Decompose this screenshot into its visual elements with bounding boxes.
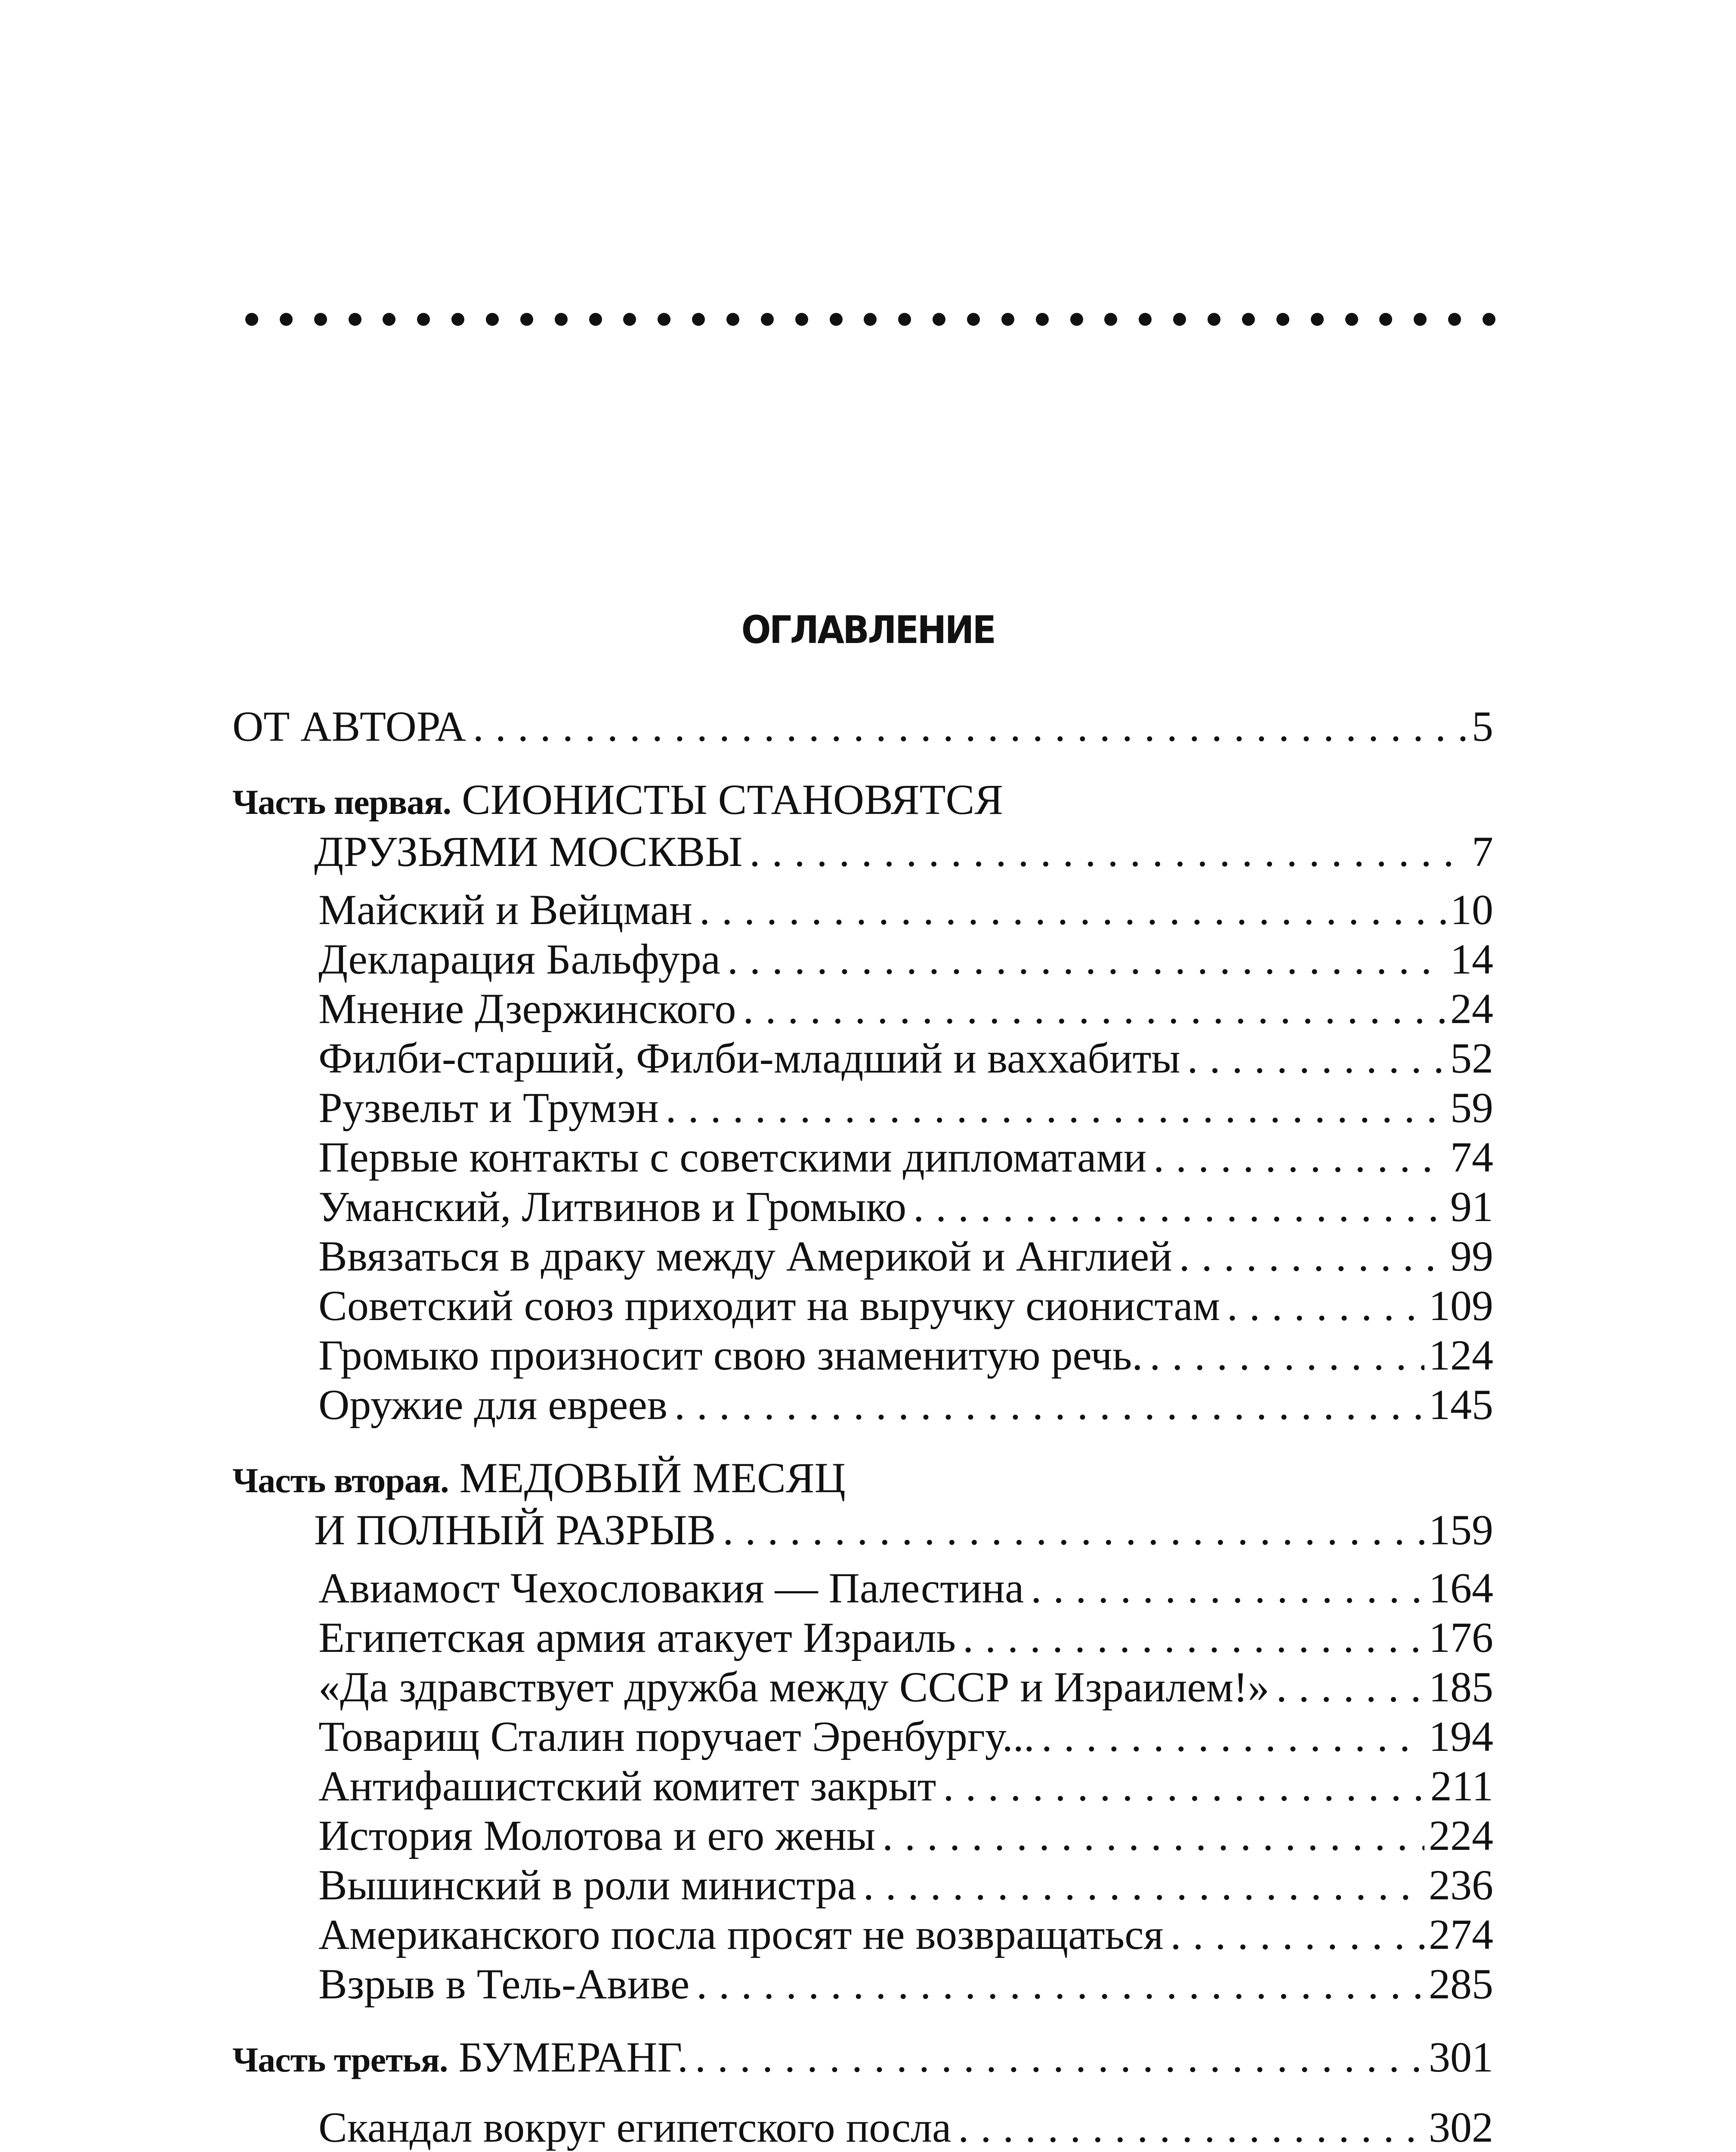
chapter-page: 145 <box>1429 1381 1493 1428</box>
chapter-entry[interactable] <box>232 1563 1493 1613</box>
chapter-entry[interactable] <box>232 1910 1493 1959</box>
dot-ornament <box>1070 313 1083 326</box>
chapter-title: Филби-старший, Филби-младший и ваххабиты <box>318 1034 1180 1082</box>
part-title: СИОНИСТЫ СТАНОВЯТСЯ <box>462 776 1004 823</box>
chapter-page: 99 <box>1450 1232 1493 1280</box>
dot-ornament <box>314 313 327 326</box>
chapter-page: 302 <box>1429 2103 1493 2151</box>
chapter-entry[interactable] <box>232 934 1493 984</box>
chapter-page: 185 <box>1429 1663 1493 1711</box>
chapter-entry[interactable] <box>232 1380 1493 1429</box>
chapter-title: Американского посла просят не возвращаться <box>318 1911 1164 1958</box>
chapter-entry[interactable] <box>232 1330 1493 1380</box>
dot-ornament <box>1345 313 1358 326</box>
chapter-title: Уманский, Литвинов и Громыко <box>318 1183 907 1231</box>
dot-ornament <box>1208 313 1220 326</box>
dot-leader <box>1172 1231 1446 1281</box>
chapter-page: 285 <box>1429 1960 1493 2008</box>
dot-ornament <box>1448 313 1461 326</box>
chapter-entry[interactable] <box>232 2103 1493 2152</box>
chapter-page: 194 <box>1429 1713 1493 1760</box>
dot-leader <box>720 934 1446 984</box>
dot-ornament <box>1242 313 1255 326</box>
dot-leader <box>856 1860 1424 1910</box>
dot-leader <box>689 1959 1424 2009</box>
dot-ornament <box>1379 313 1392 326</box>
chapter-entry[interactable] <box>232 1613 1493 1662</box>
toc-entry-title: ОТ АВТОРА <box>232 702 466 750</box>
dot-leader <box>1269 1662 1424 1712</box>
chapter-entry[interactable] <box>232 1959 1493 2009</box>
part-title: МЕДОВЫЙ МЕСЯЦ <box>459 1454 846 1502</box>
dot-ornament <box>726 313 739 326</box>
chapter-entry[interactable] <box>232 1182 1493 1231</box>
dot-leader <box>951 2103 1424 2152</box>
dot-ornament <box>761 313 774 326</box>
dot-leader <box>736 984 1446 1033</box>
chapter-title: Взрыв в Тель-Авиве <box>318 1960 690 2008</box>
chapter-entry[interactable] <box>232 1033 1493 1083</box>
dot-ornament <box>451 313 464 326</box>
chapter-title: История Молотова и его жены <box>318 1812 876 1859</box>
part-title: И ПОЛНЫЙ РАЗРЫВ <box>314 1506 716 1554</box>
chapter-page: 224 <box>1429 1812 1493 1859</box>
chapter-entry[interactable] <box>232 1761 1493 1811</box>
dot-leader <box>688 2032 1424 2082</box>
dot-ornament <box>795 313 808 326</box>
chapter-entry[interactable] <box>232 1132 1493 1182</box>
dot-ornament <box>245 313 258 326</box>
dot-ornament <box>1139 313 1152 326</box>
dot-ornament <box>830 313 843 326</box>
chapter-title: Ввязаться в драку между Америкой и Англией <box>318 1232 1172 1280</box>
dot-ornament <box>280 313 293 326</box>
chapter-entry[interactable] <box>232 885 1493 934</box>
toc-entry-foreword[interactable] <box>232 702 1493 751</box>
chapter-title: Майский и Вейцман <box>318 886 692 934</box>
table-of-contents <box>232 702 1493 2152</box>
chapter-title: Декларация Бальфура <box>318 935 720 983</box>
dot-ornament <box>1276 313 1289 326</box>
dot-leader <box>466 702 1467 751</box>
chapter-title: Первые контакты с советскими дипломатами <box>318 1133 1147 1181</box>
dot-leader <box>692 885 1446 934</box>
chapter-entry[interactable] <box>232 1083 1493 1132</box>
dot-leader <box>716 1505 1424 1555</box>
part-heading[interactable] <box>232 1453 1493 1505</box>
chapter-entry[interactable] <box>232 1231 1493 1281</box>
part-label: Часть третья. <box>232 2040 448 2079</box>
dot-ornament <box>692 313 705 326</box>
chapter-entry[interactable] <box>232 1281 1493 1330</box>
chapter-page: 74 <box>1450 1133 1493 1181</box>
dot-leader <box>906 1182 1446 1231</box>
toc-entry-page: 5 <box>1472 702 1493 750</box>
dot-ornament <box>1001 313 1014 326</box>
dot-leader <box>1180 1033 1446 1083</box>
dot-ornament <box>864 313 877 326</box>
chapter-page: 24 <box>1450 985 1493 1033</box>
dot-ornament <box>1483 313 1495 326</box>
chapter-entry[interactable] <box>232 984 1493 1033</box>
chapter-title: «Да здравствует дружба между СССР и Израилем!» <box>318 1663 1270 1711</box>
dot-ornament <box>933 313 945 326</box>
chapter-title: Мнение Дзержинского <box>318 985 736 1033</box>
dot-ornament <box>417 313 430 326</box>
part-title: ДРУЗЬЯМИ МОСКВЫ <box>314 828 743 875</box>
dot-ornament <box>349 313 361 326</box>
chapter-entry[interactable] <box>232 1860 1493 1910</box>
chapter-title: Авиамост Чехословакия — Палестина <box>318 1564 1024 1612</box>
chapter-title: Рузвельт и Трумэн <box>318 1084 659 1132</box>
chapter-page: 176 <box>1429 1614 1493 1661</box>
dot-leader <box>1143 1330 1424 1380</box>
part-heading[interactable] <box>232 2032 1493 2084</box>
chapter-title: Оружие для евреев <box>318 1381 667 1428</box>
dot-leader <box>659 1083 1446 1132</box>
dot-leader <box>1024 1563 1424 1613</box>
part-label: Часть вторая. <box>232 1461 449 1500</box>
chapter-page: 109 <box>1429 1282 1493 1330</box>
part-label: Часть первая. <box>232 782 451 822</box>
dot-ornament <box>1036 313 1049 326</box>
dot-ornament <box>898 313 911 326</box>
chapter-title: Товарищ Сталин поручает Эренбургу... <box>318 1713 1035 1760</box>
part-heading-continuation[interactable] <box>232 827 1493 876</box>
dot-leader <box>1164 1910 1424 1959</box>
dot-ornament <box>1414 313 1427 326</box>
dot-ornament <box>658 313 670 326</box>
dot-leader <box>667 1380 1424 1429</box>
chapter-page: 10 <box>1450 886 1493 934</box>
decorative-dot-rule <box>245 310 1495 329</box>
dot-ornament <box>967 313 980 326</box>
chapter-title: Антифашистский комитет закрыт <box>318 1762 936 1810</box>
dot-leader <box>1220 1281 1424 1330</box>
dot-ornament <box>520 313 533 326</box>
dot-leader <box>875 1811 1424 1860</box>
chapter-page: 164 <box>1429 1564 1493 1612</box>
chapter-page: 274 <box>1429 1911 1493 1958</box>
dot-ornament <box>486 313 499 326</box>
dot-leader <box>956 1613 1424 1662</box>
dot-ornament <box>1311 313 1324 326</box>
chapter-entry[interactable] <box>232 1662 1493 1712</box>
toc-entry-page: 7 <box>1472 828 1493 875</box>
toc-entry-page: 301 <box>1429 2033 1493 2081</box>
chapter-page: 14 <box>1450 935 1493 983</box>
chapter-page: 236 <box>1429 1861 1493 1909</box>
chapter-title: Египетская армия атакует Израиль <box>318 1614 956 1661</box>
part-heading-continuation[interactable] <box>232 1505 1493 1555</box>
chapter-page: 52 <box>1450 1034 1493 1082</box>
dot-leader <box>936 1761 1426 1811</box>
dot-leader <box>743 827 1467 876</box>
dot-ornament <box>1173 313 1186 326</box>
dot-leader <box>1146 1132 1446 1182</box>
chapter-title: Громыко произносит свою знаменитую речь. <box>318 1331 1143 1379</box>
chapter-page: 59 <box>1450 1084 1493 1132</box>
chapter-title: Вышинский в роли министра <box>318 1861 856 1909</box>
part-heading[interactable] <box>232 775 1493 827</box>
dot-leader <box>1035 1712 1424 1761</box>
toc-heading: ОГЛАВЛЕНИЕ <box>741 608 995 652</box>
dot-ornament <box>623 313 636 326</box>
chapter-title: Скандал вокруг египетского посла <box>318 2103 951 2151</box>
chapter-entry[interactable] <box>232 1811 1493 1860</box>
dot-ornament <box>555 313 568 326</box>
dot-ornament <box>383 313 395 326</box>
chapter-page: 91 <box>1450 1183 1493 1231</box>
dot-ornament <box>589 313 602 326</box>
chapter-page: 124 <box>1429 1331 1493 1379</box>
dot-ornament <box>1104 313 1117 326</box>
toc-entry-page: 159 <box>1429 1506 1493 1554</box>
chapter-entry[interactable] <box>232 1712 1493 1761</box>
chapter-page: 211 <box>1430 1762 1493 1810</box>
chapter-title: Советский союз приходит на выручку сионистам <box>318 1282 1220 1330</box>
part-title: БУМЕРАНГ. <box>458 2033 689 2081</box>
